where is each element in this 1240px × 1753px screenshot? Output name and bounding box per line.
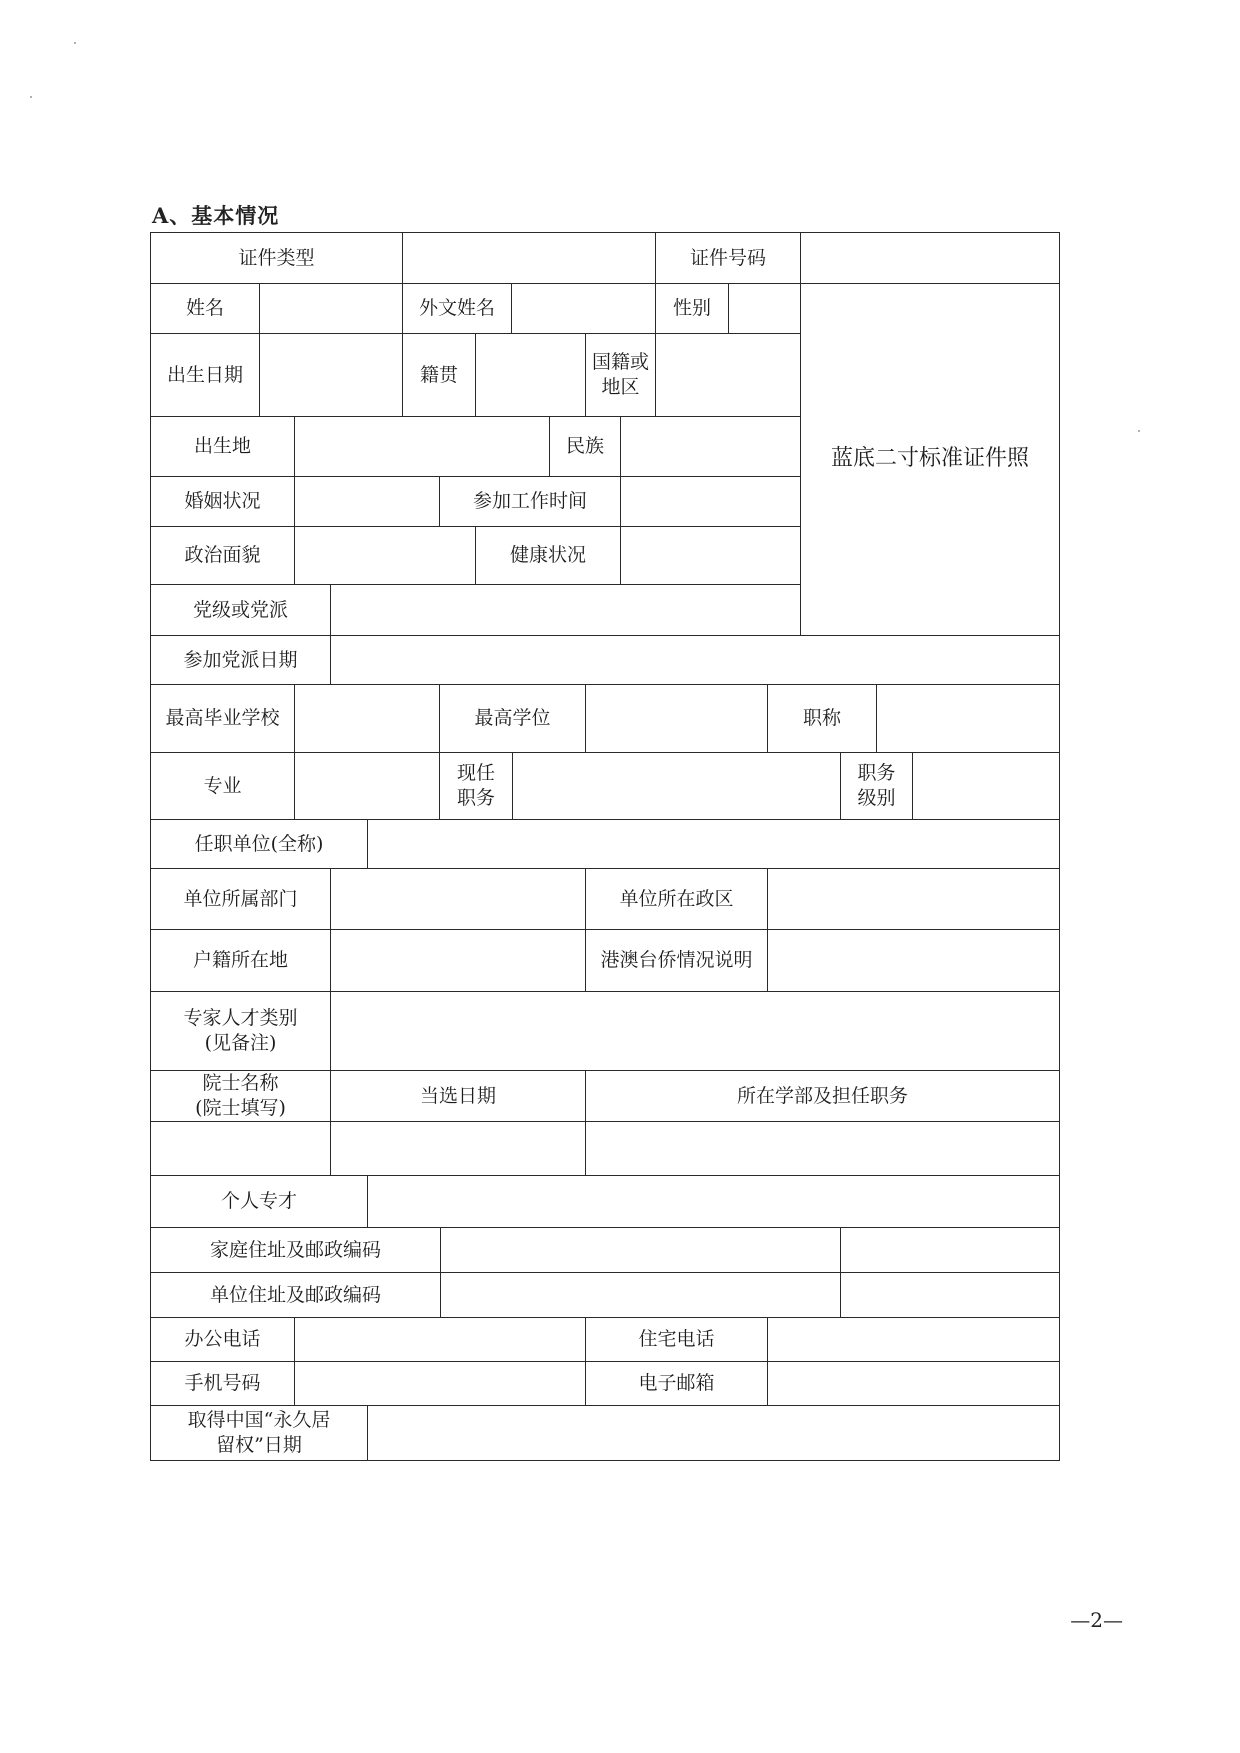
work-start-label: 参加工作时间 bbox=[439, 476, 621, 527]
office-phone-label: 办公电话 bbox=[150, 1317, 295, 1362]
name-field[interactable] bbox=[259, 283, 403, 334]
major-label: 专业 bbox=[150, 752, 295, 820]
permanent-residence-label: 取得中国“永久居 留权”日期 bbox=[150, 1405, 368, 1461]
mobile-field[interactable] bbox=[294, 1361, 586, 1406]
office-phone-field[interactable] bbox=[294, 1317, 586, 1362]
permanent-residence-field[interactable] bbox=[367, 1405, 1060, 1461]
work-start-field[interactable] bbox=[620, 476, 801, 527]
birth-place-field[interactable] bbox=[294, 416, 550, 477]
id-number-label: 证件号码 bbox=[655, 232, 801, 284]
party-level-label: 党级或党派 bbox=[150, 584, 331, 636]
employer-region-field[interactable] bbox=[767, 868, 1060, 930]
native-place-label: 籍贯 bbox=[402, 333, 476, 417]
home-phone-label: 住宅电话 bbox=[585, 1317, 768, 1362]
birth-date-field[interactable] bbox=[259, 333, 403, 417]
id-type-label: 证件类型 bbox=[150, 232, 403, 284]
elected-date-label: 当选日期 bbox=[330, 1070, 586, 1122]
party-level-field[interactable] bbox=[330, 584, 801, 636]
hmt-overseas-field[interactable] bbox=[767, 929, 1060, 992]
home-address-label: 家庭住址及邮政编码 bbox=[150, 1227, 441, 1273]
section-title: A、基本情况 bbox=[152, 203, 280, 228]
foreign-name-label: 外文姓名 bbox=[402, 283, 512, 334]
gender-label: 性别 bbox=[655, 283, 729, 334]
email-field[interactable] bbox=[767, 1361, 1060, 1406]
title-label: 职称 bbox=[767, 684, 877, 753]
native-place-field[interactable] bbox=[475, 333, 586, 417]
home-address-field[interactable] bbox=[440, 1227, 841, 1273]
top-degree-field[interactable] bbox=[585, 684, 768, 753]
ethnicity-label: 民族 bbox=[549, 416, 621, 477]
nationality-label: 国籍或 地区 bbox=[585, 333, 656, 417]
political-status-field[interactable] bbox=[294, 526, 476, 585]
current-post-label: 现任 职务 bbox=[439, 752, 513, 820]
work-postcode-field[interactable] bbox=[840, 1272, 1060, 1318]
health-field[interactable] bbox=[620, 526, 801, 585]
current-post-field[interactable] bbox=[512, 752, 841, 820]
expert-category-field[interactable] bbox=[330, 991, 1060, 1071]
academician-field[interactable] bbox=[150, 1121, 331, 1176]
home-postcode-field[interactable] bbox=[840, 1227, 1060, 1273]
foreign-name-field[interactable] bbox=[511, 283, 656, 334]
birth-date-label: 出生日期 bbox=[150, 333, 260, 417]
employer-dept-label: 单位所属部门 bbox=[150, 868, 331, 930]
marital-status-label: 婚姻状况 bbox=[150, 476, 295, 527]
hmt-overseas-label: 港澳台侨情况说明 bbox=[585, 929, 768, 992]
party-join-date-field[interactable] bbox=[330, 635, 1060, 685]
employer-label: 任职单位(全称) bbox=[150, 819, 368, 869]
work-address-label: 单位住址及邮政编码 bbox=[150, 1272, 441, 1318]
ethnicity-field[interactable] bbox=[620, 416, 801, 477]
division-role-label: 所在学部及担任职务 bbox=[585, 1070, 1060, 1122]
employer-region-label: 单位所在政区 bbox=[585, 868, 768, 930]
email-label: 电子邮箱 bbox=[585, 1361, 768, 1406]
photo-box[interactable]: 蓝底二寸标准证件照 bbox=[800, 283, 1060, 636]
work-address-field[interactable] bbox=[440, 1272, 841, 1318]
id-number-field[interactable] bbox=[800, 232, 1060, 284]
party-join-date-label: 参加党派日期 bbox=[150, 635, 331, 685]
top-degree-label: 最高学位 bbox=[439, 684, 586, 753]
home-phone-field[interactable] bbox=[767, 1317, 1060, 1362]
major-field[interactable] bbox=[294, 752, 440, 820]
top-school-field[interactable] bbox=[294, 684, 440, 753]
specialty-label: 个人专才 bbox=[150, 1175, 368, 1228]
academician-label: 院士名称 (院士填写) bbox=[150, 1070, 331, 1122]
birth-place-label: 出生地 bbox=[150, 416, 295, 477]
name-label: 姓名 bbox=[150, 283, 260, 334]
marital-status-field[interactable] bbox=[294, 476, 440, 527]
post-level-label: 职务 级别 bbox=[840, 752, 913, 820]
title-field[interactable] bbox=[876, 684, 1060, 753]
household-reg-field[interactable] bbox=[330, 929, 586, 992]
employer-field[interactable] bbox=[367, 819, 1060, 869]
political-status-label: 政治面貌 bbox=[150, 526, 295, 585]
elected-date-field[interactable] bbox=[330, 1121, 586, 1176]
id-type-field[interactable] bbox=[402, 232, 656, 284]
health-label: 健康状况 bbox=[475, 526, 621, 585]
mobile-label: 手机号码 bbox=[150, 1361, 295, 1406]
employer-dept-field[interactable] bbox=[330, 868, 586, 930]
division-role-field[interactable] bbox=[585, 1121, 1060, 1176]
page-number: —2— bbox=[1070, 1608, 1123, 1632]
post-level-field[interactable] bbox=[912, 752, 1060, 820]
nationality-field[interactable] bbox=[655, 333, 801, 417]
specialty-field[interactable] bbox=[367, 1175, 1060, 1228]
expert-category-label: 专家人才类别 (见备注) bbox=[150, 991, 331, 1071]
gender-field[interactable] bbox=[728, 283, 801, 334]
top-school-label: 最高毕业学校 bbox=[150, 684, 295, 753]
household-reg-label: 户籍所在地 bbox=[150, 929, 331, 992]
